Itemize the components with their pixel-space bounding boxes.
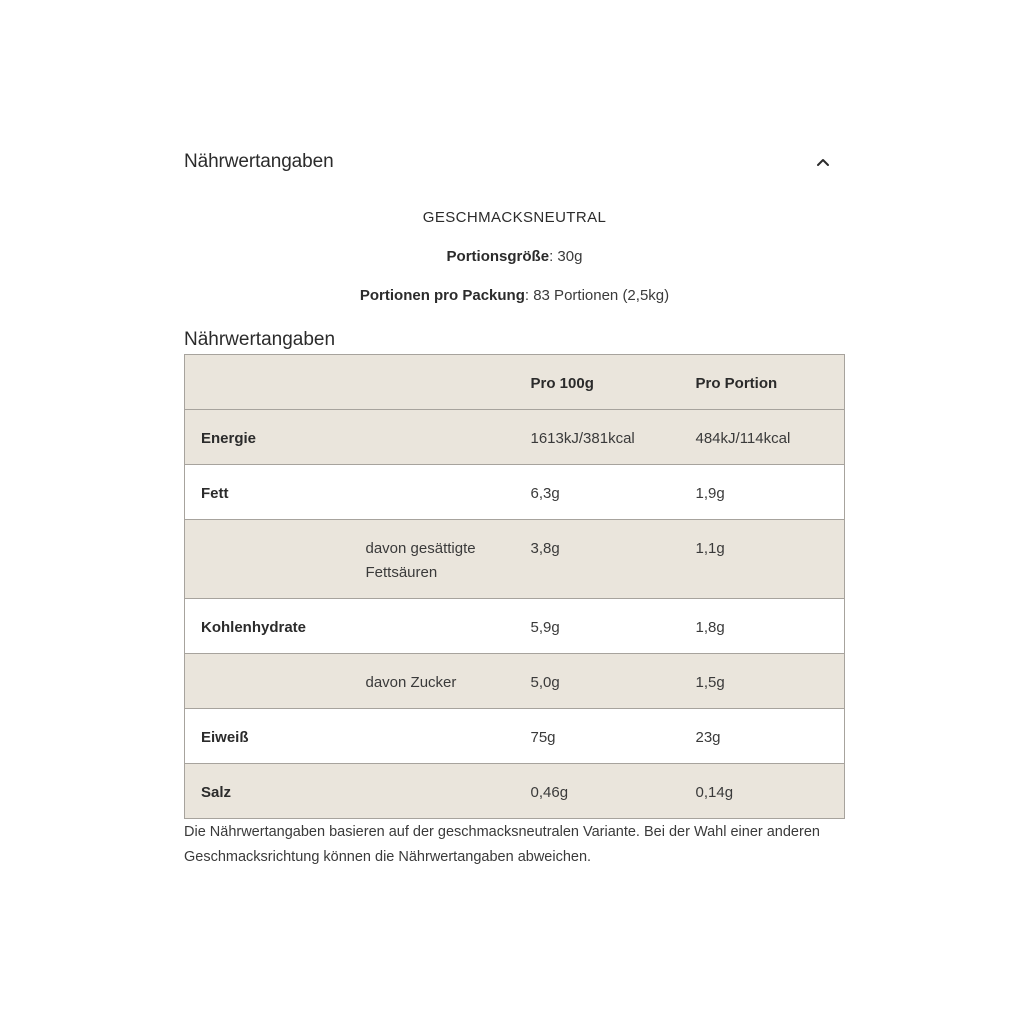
portions-per-pack: [184, 286, 845, 306]
value-per100: 5,9g: [515, 599, 680, 654]
value-per100: 6,3g: [515, 465, 680, 520]
nutrient-sub: [350, 709, 515, 764]
nutrition-table: [184, 354, 845, 819]
value-per100: 75g: [515, 709, 680, 764]
table-header-per100: Pro 100g: [515, 355, 680, 410]
nutrient-sub: davon gesättigte Fettsäuren: [350, 520, 515, 599]
nutrient-sub: [350, 599, 515, 654]
value-per100: 3,8g: [515, 520, 680, 599]
variant-label: GESCHMACKSNEUTRAL: [422, 209, 607, 226]
table-row-salz: [185, 764, 845, 819]
portions-per-pack-value: : 83 Portionen (2,5kg): [524, 287, 670, 304]
table-row-kohlenhydrate: [185, 599, 845, 654]
value-portion: 1,5g: [680, 654, 845, 709]
portions-per-pack-label: Portionen pro Packung: [359, 287, 525, 304]
nutrient-name: Kohlenhydrate: [185, 599, 350, 654]
table-header-cell: [350, 355, 515, 410]
chevron-up-icon[interactable]: [809, 148, 837, 176]
value-portion: 484kJ/114kcal: [680, 410, 845, 465]
value-portion: 23g: [680, 709, 845, 764]
table-row-gesaettigte-fettsaeuren: [185, 520, 845, 599]
portion-size: [184, 247, 845, 267]
table-row-eiweiss: [185, 709, 845, 764]
nutrient-name: Eiweiß: [185, 709, 350, 764]
table-row-zucker: [185, 654, 845, 709]
value-per100: 1613kJ/381kcal: [515, 410, 680, 465]
value-per100: 0,46g: [515, 764, 680, 819]
portion-size-value: : 30g: [549, 248, 583, 265]
nutrient-sub: [350, 410, 515, 465]
table-row-energie: [185, 410, 845, 465]
value-portion: 1,8g: [680, 599, 845, 654]
nutrient-sub: [350, 764, 515, 819]
nutrient-name: [185, 654, 350, 709]
table-title: Nährwertangaben: [184, 329, 336, 350]
accordion-title: Nährwertangaben: [184, 151, 334, 172]
nutrient-sub: [350, 465, 515, 520]
value-portion: 0,14g: [680, 764, 845, 819]
value-portion: 1,9g: [680, 465, 845, 520]
value-per100: 5,0g: [515, 654, 680, 709]
accordion-header[interactable]: [184, 140, 845, 184]
table-row-fett: [185, 465, 845, 520]
footnote: Die Nährwertangaben basieren auf der geschmacksneutralen Variante. Bei der Wahl einer anderen Geschmacksrichtung können die Nährwertangaben abweichen.: [184, 824, 820, 865]
nutrition-section: [184, 140, 845, 870]
table-header-portion: Pro Portion: [680, 355, 845, 410]
value-portion: 1,1g: [680, 520, 845, 599]
nutrient-sub: davon Zucker: [350, 654, 515, 709]
table-header-cell: [185, 355, 350, 410]
nutrient-name: Fett: [185, 465, 350, 520]
table-header-row: [185, 355, 845, 410]
nutrient-name: Salz: [185, 764, 350, 819]
nutrient-name: [185, 520, 350, 599]
portion-size-label: Portionsgröße: [446, 248, 550, 265]
nutrient-name: Energie: [185, 410, 350, 465]
